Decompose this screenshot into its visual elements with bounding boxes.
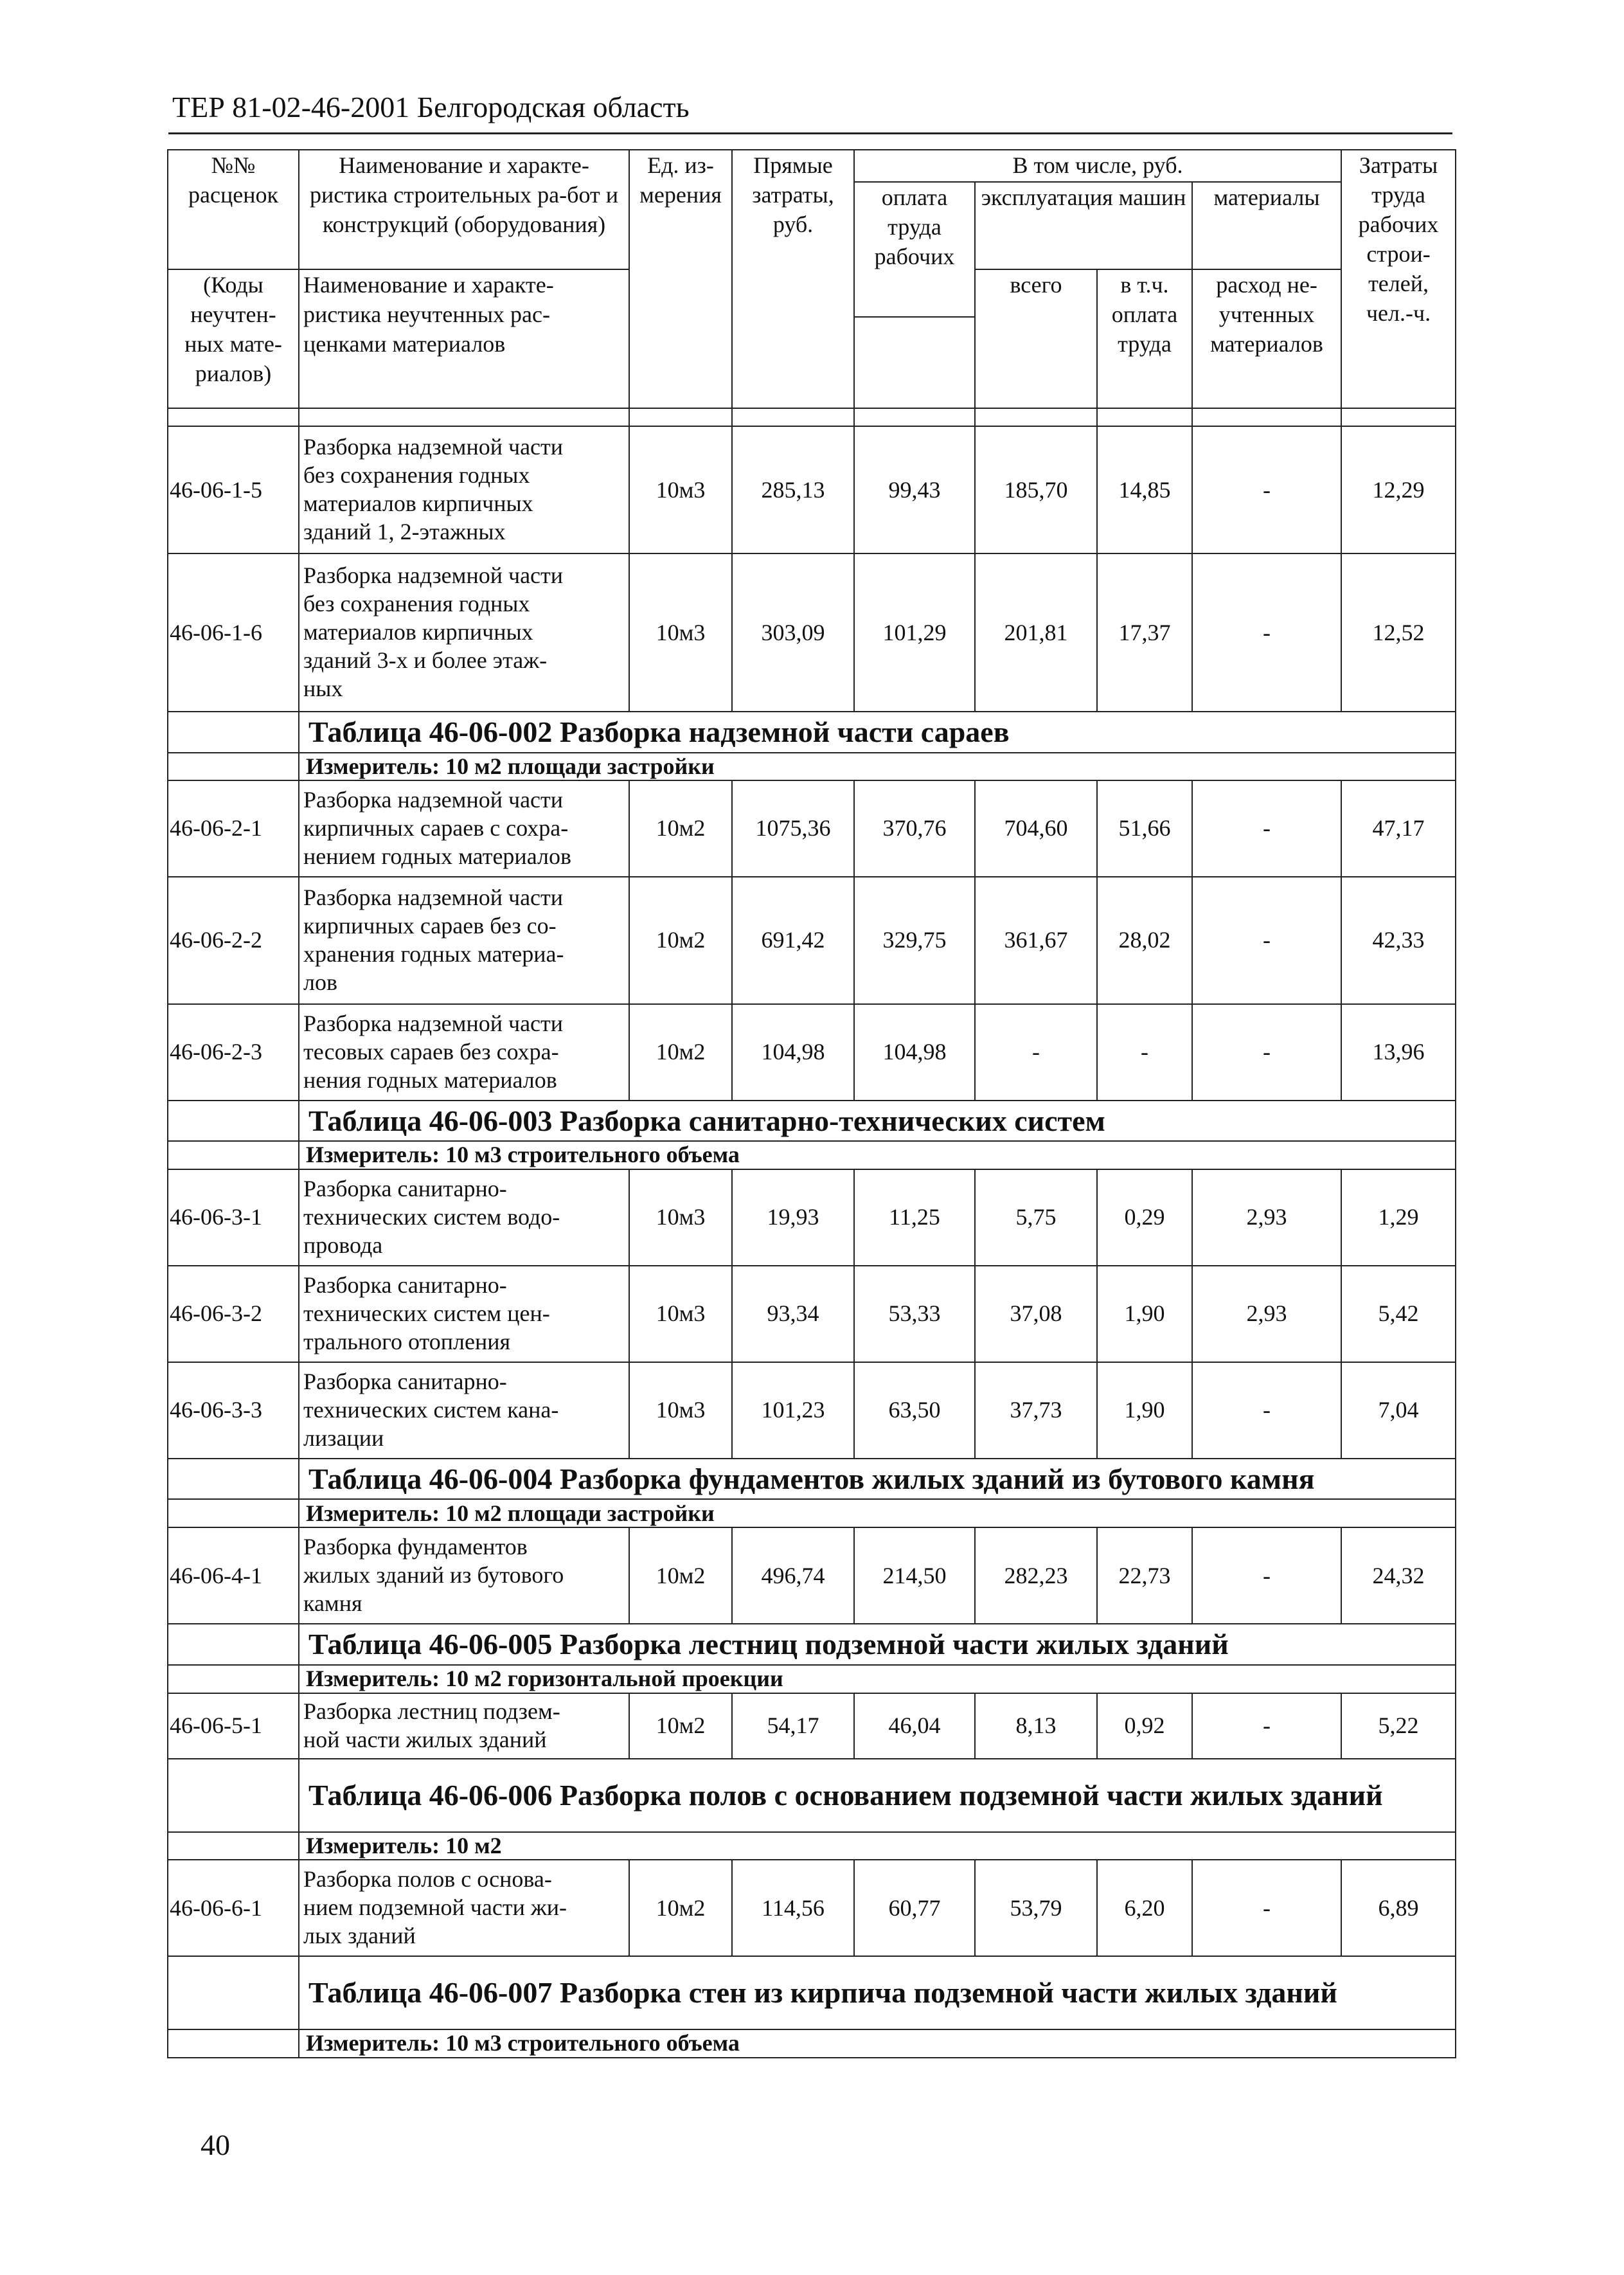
section-meter-blank: [168, 2029, 299, 2058]
unit: 10м2: [629, 1860, 732, 1956]
rate-code: 46-06-2-1: [168, 780, 299, 877]
section-title-row: [168, 1956, 1456, 2029]
description-line: Разборка фундаментов: [303, 1534, 528, 1560]
rate-code: 46-06-1-6: [168, 553, 299, 712]
machines-labor: 1,90: [1097, 1266, 1192, 1362]
section-meter: Измеритель: 10 м2: [299, 1832, 1456, 1860]
unit: 10м3: [629, 426, 732, 553]
description-line: хранения годных материа-: [303, 940, 564, 967]
header-labor-pay-cont: [854, 317, 975, 408]
description-line: технических систем кана-: [303, 1396, 559, 1423]
section-meter: Измеритель: 10 м2 площади застройки: [299, 753, 1456, 780]
unit: 10м2: [629, 877, 732, 1004]
section-meter: Измеритель: 10 м3 строительного объема: [299, 1141, 1456, 1169]
description-line: материалов кирпичных: [303, 490, 533, 516]
section-title: Таблица 46-06-005 Разборка лестниц подземной части жилых зданий: [299, 1624, 1456, 1665]
machines-labor: 17,37: [1097, 553, 1192, 712]
machines-total: 5,75: [975, 1169, 1097, 1266]
rate-description: [299, 553, 629, 712]
machines-labor: 0,29: [1097, 1169, 1192, 1266]
machines-total: 37,73: [975, 1362, 1097, 1459]
description-line: зданий 3-х и более этаж-: [303, 647, 548, 673]
rate-description: [299, 1860, 629, 1956]
rate-code: 46-06-3-1: [168, 1169, 299, 1266]
materials: -: [1192, 553, 1341, 712]
section-meter-row: [168, 1665, 1456, 1693]
header-code: №№ расценок: [168, 150, 299, 269]
rate-description: [299, 877, 629, 1004]
rate-code: 46-06-3-2: [168, 1266, 299, 1362]
labor-hours: 24,32: [1341, 1527, 1456, 1624]
section-meter-blank: [168, 1665, 299, 1693]
materials: -: [1192, 1527, 1341, 1624]
description-line: лов: [303, 969, 337, 995]
section-meter-blank: [168, 1499, 299, 1527]
description-line: нием подземной части жи-: [303, 1894, 567, 1921]
labor-pay: 370,76: [854, 780, 975, 877]
machines-labor: 14,85: [1097, 426, 1192, 553]
description-line: технических систем цен-: [303, 1300, 550, 1326]
rate-description: [299, 426, 629, 553]
header-materials: материалы: [1192, 182, 1341, 269]
description-line: кирпичных сараев без со-: [303, 912, 557, 939]
spacer-row: [168, 408, 1456, 426]
description-line: без сохранения годных: [303, 591, 530, 617]
machines-labor: -: [1097, 1004, 1192, 1101]
description-line: Разборка надземной части: [303, 1011, 564, 1037]
header-unaccounted-codes: (Коды неучтен-ных мате-риалов): [168, 269, 299, 408]
section-meter-blank: [168, 1832, 299, 1860]
rate-code: 46-06-6-1: [168, 1860, 299, 1956]
rate-description: [299, 1266, 629, 1362]
section-title: Таблица 46-06-004 Разборка фундаментов жилых зданий из бутового камня: [299, 1459, 1456, 1500]
labor-hours: 7,04: [1341, 1362, 1456, 1459]
header-machines-labor: в т.ч. оплата труда: [1097, 269, 1192, 408]
header-unit: Ед. из-мерения: [629, 150, 732, 408]
description-line: провода: [303, 1232, 383, 1258]
rate-description: [299, 1004, 629, 1101]
header-row-1: [168, 150, 1456, 182]
rate-description: [299, 1362, 629, 1459]
machines-labor: 1,90: [1097, 1362, 1192, 1459]
labor-hours: 42,33: [1341, 877, 1456, 1004]
description-line: Разборка лестниц подзем-: [303, 1698, 560, 1724]
direct-costs: 496,74: [732, 1527, 854, 1624]
section-meter: Измеритель: 10 м2 площади застройки: [299, 1499, 1456, 1527]
section-title-blank: [168, 1759, 299, 1832]
section-title-blank: [168, 1101, 299, 1142]
materials: -: [1192, 780, 1341, 877]
section-title-row: [168, 712, 1456, 753]
table-row: [168, 780, 1456, 877]
unit: 10м2: [629, 780, 732, 877]
rate-code: 46-06-1-5: [168, 426, 299, 553]
labor-pay: 63,50: [854, 1362, 975, 1459]
description-line: ной части жилых зданий: [303, 1726, 547, 1752]
direct-costs: 19,93: [732, 1169, 854, 1266]
materials: -: [1192, 1860, 1341, 1956]
machines-total: 704,60: [975, 780, 1097, 877]
header-labor-pay: оплата труда рабочих: [854, 182, 975, 317]
table-row: [168, 1527, 1456, 1624]
section-meter-blank: [168, 1141, 299, 1169]
rate-description: [299, 1169, 629, 1266]
rate-description: [299, 780, 629, 877]
section-title-row: [168, 1624, 1456, 1665]
description-line: без сохранения годных: [303, 462, 530, 489]
rates-table: [167, 149, 1456, 2058]
labor-pay: 11,25: [854, 1169, 975, 1266]
description-line: ных: [303, 675, 343, 701]
rate-description: [299, 1693, 629, 1759]
description-line: Разборка надземной части: [303, 562, 564, 589]
description-line: Разборка надземной части: [303, 434, 564, 460]
unit: 10м3: [629, 1169, 732, 1266]
materials: -: [1192, 1693, 1341, 1759]
description-line: технических систем водо-: [303, 1203, 560, 1230]
rate-code: 46-06-2-2: [168, 877, 299, 1004]
machines-total: 201,81: [975, 553, 1097, 712]
description-line: Разборка надземной части: [303, 787, 564, 813]
rate-code: 46-06-4-1: [168, 1527, 299, 1624]
rate-code: 46-06-2-3: [168, 1004, 299, 1101]
table-row: [168, 426, 1456, 553]
machines-total: 185,70: [975, 426, 1097, 553]
labor-hours: 5,42: [1341, 1266, 1456, 1362]
description-line: Разборка надземной части: [303, 885, 564, 911]
labor-pay: 53,33: [854, 1266, 975, 1362]
description-line: нения годных материалов: [303, 1066, 557, 1093]
rate-code: 46-06-5-1: [168, 1693, 299, 1759]
rate-code: 46-06-3-3: [168, 1362, 299, 1459]
section-title-row: [168, 1459, 1456, 1500]
materials: -: [1192, 877, 1341, 1004]
header-unaccounted-name: Наименование и характе-ристика неучтенных рас-ценками материалов: [299, 269, 629, 408]
table-row: [168, 877, 1456, 1004]
labor-pay: 214,50: [854, 1527, 975, 1624]
section-title: Таблица 46-06-007 Разборка стен из кирпича подземной части жилых зданий: [299, 1956, 1456, 2029]
description-line: кирпичных сараев с сохра-: [303, 814, 569, 841]
machines-total: 53,79: [975, 1860, 1097, 1956]
description-line: Разборка санитарно-: [303, 1272, 507, 1298]
direct-costs: 285,13: [732, 426, 854, 553]
header-unaccounted-materials: расход не-учтенных материалов: [1192, 269, 1341, 408]
direct-costs: 93,34: [732, 1266, 854, 1362]
unit: 10м2: [629, 1004, 732, 1101]
labor-hours: 1,29: [1341, 1169, 1456, 1266]
table-row: [168, 1693, 1456, 1759]
section-meter-blank: [168, 753, 299, 780]
direct-costs: 1075,36: [732, 780, 854, 877]
description-line: лизации: [303, 1425, 384, 1451]
machines-labor: 0,92: [1097, 1693, 1192, 1759]
labor-hours: 5,22: [1341, 1693, 1456, 1759]
description-line: Разборка полов с основа-: [303, 1866, 552, 1893]
direct-costs: 101,23: [732, 1362, 854, 1459]
materials: 2,93: [1192, 1266, 1341, 1362]
materials: -: [1192, 426, 1341, 553]
description-line: Разборка санитарно-: [303, 1368, 507, 1394]
header-name: Наименование и характе-ристика строительных ра-бот и конструкций (оборудования): [299, 150, 629, 269]
section-title-blank: [168, 1459, 299, 1500]
section-meter-row: [168, 753, 1456, 780]
section-title-blank: [168, 1624, 299, 1665]
description-line: жилых зданий из бутового: [303, 1562, 564, 1588]
labor-hours: 6,89: [1341, 1860, 1456, 1956]
section-meter-row: [168, 1141, 1456, 1169]
unit: 10м3: [629, 553, 732, 712]
header-direct-costs: Прямые затраты, руб.: [732, 150, 854, 408]
section-title: Таблица 46-06-002 Разборка надземной части сараев: [299, 712, 1456, 753]
rate-description: [299, 1527, 629, 1624]
table-row: [168, 1860, 1456, 1956]
machines-labor: 22,73: [1097, 1527, 1192, 1624]
labor-pay: 104,98: [854, 1004, 975, 1101]
section-title-row: [168, 1759, 1456, 1832]
header-labor-hours: Затраты труда рабочих строи-телей, чел.-ч.: [1341, 150, 1456, 408]
description-line: тесовых сараев без сохра-: [303, 1038, 559, 1065]
labor-pay: 329,75: [854, 877, 975, 1004]
header-rule: [168, 132, 1452, 134]
machines-total: 282,23: [975, 1527, 1097, 1624]
description-line: Разборка санитарно-: [303, 1175, 507, 1201]
machines-labor: 28,02: [1097, 877, 1192, 1004]
materials: -: [1192, 1362, 1341, 1459]
header-including: В том числе, руб.: [854, 150, 1341, 182]
machines-labor: 51,66: [1097, 780, 1192, 877]
table-row: [168, 1266, 1456, 1362]
labor-hours: 12,52: [1341, 553, 1456, 712]
labor-pay: 60,77: [854, 1860, 975, 1956]
table-row: [168, 1004, 1456, 1101]
description-line: лых зданий: [303, 1923, 416, 1949]
section-meter: Измеритель: 10 м2 горизонтальной проекции: [299, 1665, 1456, 1693]
machines-total: 8,13: [975, 1693, 1097, 1759]
labor-pay: 46,04: [854, 1693, 975, 1759]
direct-costs: 114,56: [732, 1860, 854, 1956]
labor-hours: 12,29: [1341, 426, 1456, 553]
direct-costs: 303,09: [732, 553, 854, 712]
section-title-blank: [168, 1956, 299, 2029]
unit: 10м2: [629, 1693, 732, 1759]
section-meter: Измеритель: 10 м3 строительного объема: [299, 2029, 1456, 2058]
machines-total: -: [975, 1004, 1097, 1101]
description-line: трального отопления: [303, 1328, 511, 1354]
description-line: зданий 1, 2-этажных: [303, 518, 506, 544]
page-header: ТЕР 81-02-46-2001 Белгородская область: [172, 91, 690, 123]
section-meter-row: [168, 1499, 1456, 1527]
materials: 2,93: [1192, 1169, 1341, 1266]
labor-hours: 13,96: [1341, 1004, 1456, 1101]
unit: 10м2: [629, 1527, 732, 1624]
direct-costs: 104,98: [732, 1004, 854, 1101]
machines-total: 361,67: [975, 877, 1097, 1004]
section-meter-row: [168, 1832, 1456, 1860]
section-meter-row: [168, 2029, 1456, 2058]
table-row: [168, 553, 1456, 712]
header-machines-total: всего: [975, 269, 1097, 408]
table-row: [168, 1169, 1456, 1266]
section-title: Таблица 46-06-006 Разборка полов с основанием подземной части жилых зданий: [299, 1759, 1456, 1832]
page-number: 40: [201, 2128, 230, 2161]
labor-hours: 47,17: [1341, 780, 1456, 877]
labor-pay: 99,43: [854, 426, 975, 553]
section-title: Таблица 46-06-003 Разборка санитарно-технических систем: [299, 1101, 1456, 1142]
header-machines: эксплуатация машин: [975, 182, 1192, 269]
description-line: камня: [303, 1590, 362, 1617]
description-line: материалов кирпичных: [303, 619, 533, 645]
table-row: [168, 1362, 1456, 1459]
description-line: нением годных материалов: [303, 843, 571, 869]
machines-labor: 6,20: [1097, 1860, 1192, 1956]
unit: 10м3: [629, 1266, 732, 1362]
machines-total: 37,08: [975, 1266, 1097, 1362]
labor-pay: 101,29: [854, 553, 975, 712]
unit: 10м3: [629, 1362, 732, 1459]
direct-costs: 691,42: [732, 877, 854, 1004]
direct-costs: 54,17: [732, 1693, 854, 1759]
materials: -: [1192, 1004, 1341, 1101]
section-title-blank: [168, 712, 299, 753]
section-title-row: [168, 1101, 1456, 1142]
